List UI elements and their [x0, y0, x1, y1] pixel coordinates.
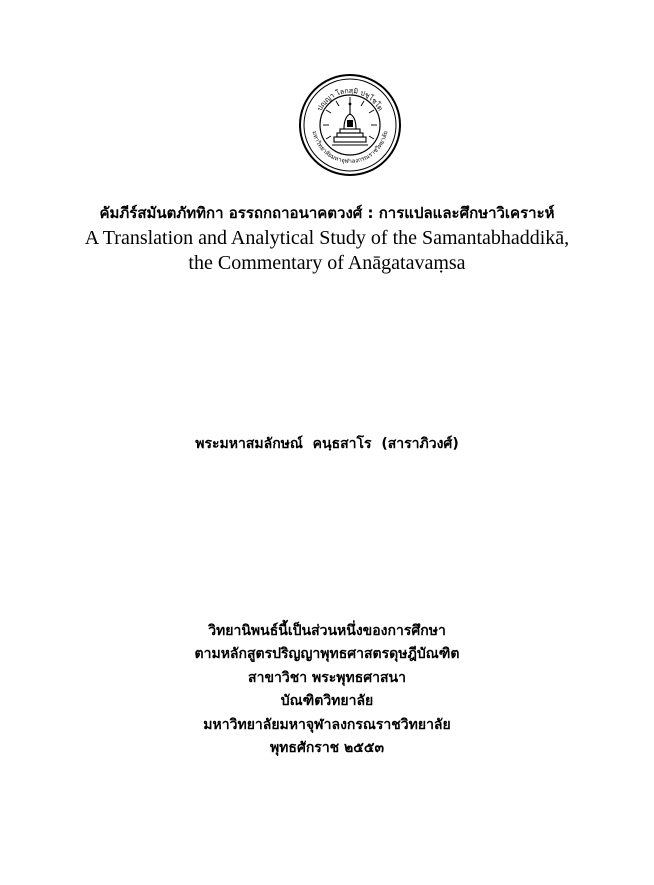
statement-line-5: มหาวิทยาลัยมหาจุฬาลงกรณราชวิทยาลัย: [203, 716, 451, 733]
statement-line-4: บัณฑิตวิทยาลัย: [280, 693, 374, 710]
author-name: พระมหาสมลักษณ์ คนฺธสาโร (สาราภิวงศ์): [195, 436, 459, 452]
thesis-title-english: [0, 226, 654, 276]
thesis-title-thai: คัมภีร์สมันตภัททิกา อรรถกถาอนาคตวงศ์ : การแปลและศึกษาวิเคราะห์: [99, 204, 555, 222]
university-seal-logo: [298, 73, 402, 177]
thesis-title-english-line-2: the Commentary of Anāgatavaṃsa: [188, 252, 466, 274]
thesis-title-english-line-1: A Translation and Analytical Study of the Samantabhaddikā,: [84, 227, 570, 249]
svg-text:มหาวิทยาลัยมหาจุฬาลงกรณราชวิทย: มหาวิทยาลัยมหาจุฬาลงกรณราชวิทยาลัย: [310, 130, 390, 166]
statement-line-2: ตามหลักสูตรปริญญาพุทธศาสตรดุษฎีบัณฑิต: [194, 646, 460, 663]
statement-line-3: สาขาวิชา พระพุทธศาสนา: [248, 669, 406, 686]
svg-text:ปญฺญา โลกสฺมิ ปชฺโชโต: ปญฺญา โลกสฺมิ ปชฺโชโต: [315, 86, 385, 113]
degree-statement: [0, 620, 654, 760]
university-seal-icon: [298, 73, 402, 177]
statement-line-6: พุทธศักราช ๒๕๕๓: [269, 740, 385, 757]
statement-line-1: วิทยานิพนธ์นี้เป็นส่วนหนึ่งของการศึกษา: [208, 623, 446, 639]
